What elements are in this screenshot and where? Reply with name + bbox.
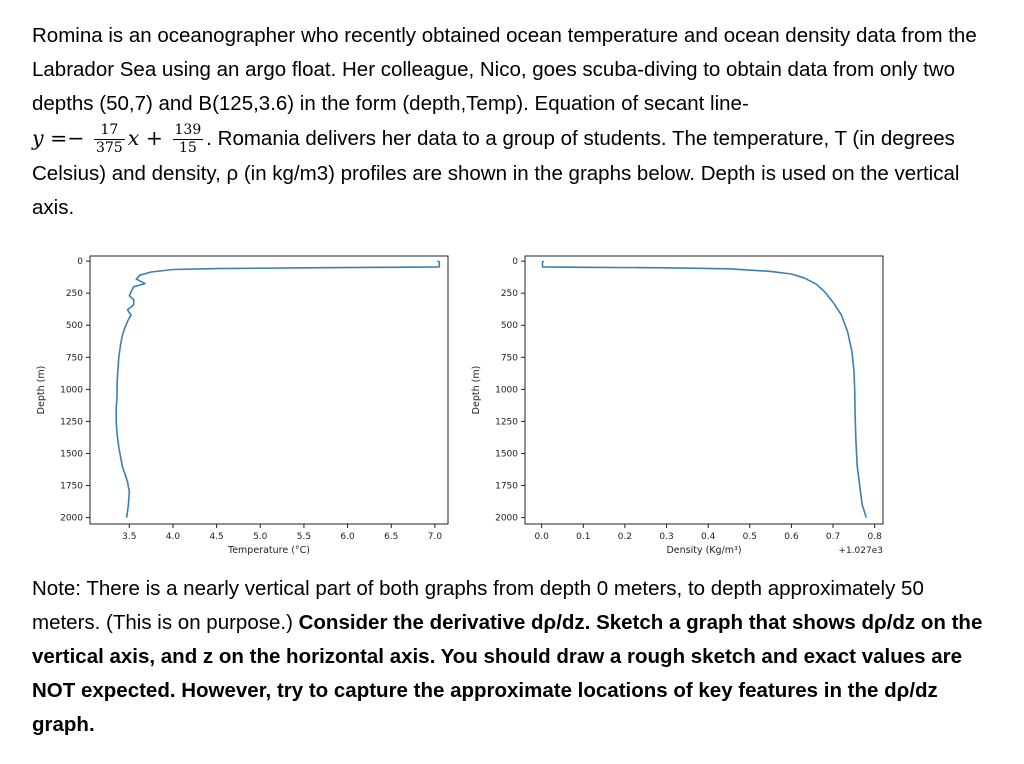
note-text: Note: There is a nearly vertical part of both graphs from depth 0 meters, to depth approximately 50 meters. (This is on purpose.) [32,577,924,634]
y-tick-label: 1750 [60,481,83,492]
x-tick-label: 0.1 [576,532,591,542]
y-tick-label: 500 [500,321,518,332]
y-tick-label: 1750 [495,481,518,492]
y-tick-label: 750 [500,353,518,364]
x-offset-label: +1.027e3 [838,546,883,556]
y-tick-label: 0 [77,257,83,268]
plot-frame [90,256,448,524]
secant-equation [32,122,206,156]
x-tick-label: 6.0 [340,532,355,542]
problem-intro [32,19,997,225]
equation-y: y =− [32,126,85,150]
x-tick-label: 0.5 [742,532,757,542]
x-tick-label: 6.5 [384,532,399,542]
equation-x: x + [127,126,163,150]
y-tick-label: 1000 [60,385,83,396]
y-tick-label: 250 [65,289,83,300]
fraction-1-numerator: 17 [94,122,125,140]
density-chart [465,248,890,563]
fraction-2-denominator: 15 [178,140,197,156]
y-tick-label: 250 [500,289,518,300]
profile-line [543,261,867,517]
profile-line [116,261,439,517]
y-tick-label: 750 [65,353,83,364]
x-tick-label: 0.3 [659,532,674,542]
x-tick-label: 4.5 [209,532,224,542]
x-tick-label: 3.5 [122,532,137,542]
y-tick-label: 0 [512,257,518,268]
temperature-chart [30,248,455,563]
x-tick-label: 0.2 [617,532,633,542]
y-tick-label: 500 [65,321,83,332]
x-axis-label: Density (Kg/m³) [666,545,742,556]
y-tick-label: 2000 [60,513,83,524]
plot-frame [525,256,883,524]
x-tick-label: 0.8 [867,532,882,542]
note-question: Consider the derivative dρ/dz. Sketch a graph that shows dρ/dz on the vertical axis, and z on the horizontal axis. You should draw a rough sketch and exact values are NOT expected. However, try to capture the approximate locations of key features in the dρ/dz graph. [32,611,983,736]
fraction-1 [94,122,125,157]
x-tick-label: 0.7 [825,532,841,542]
y-axis-label: Depth (m) [471,365,482,415]
x-tick-label: 0.0 [534,532,549,542]
x-tick-label: 0.4 [700,532,716,542]
intro-text-1: Romina is an oceanographer who recently obtained ocean temperature and ocean density data from the Labrador Sea using an argo float. Her colleague, Nico, goes scuba-diving to obtain data from only two depths (50,7) and B(125,3.6) in the form (depth,Temp). Equation of secant line- [32,24,977,115]
intro-text-2: . Romania delivers her data to a group of students. The temperature, T (in degrees Celsius) and density, ρ (in kg/m3) profiles are shown in the graphs below. Depth is used on the vertical axis. [32,127,960,219]
fraction-2-numerator: 139 [174,122,202,138]
y-tick-label: 2000 [495,513,518,524]
y-axis-label: Depth (m) [36,365,47,415]
y-tick-label: 1250 [60,417,83,428]
problem-note [32,572,997,742]
x-tick-label: 5.5 [296,532,312,542]
x-tick-label: 4.0 [165,532,181,542]
fraction-2 [173,122,204,157]
x-tick-label: 5.0 [253,532,268,542]
fraction-1-denominator: 375 [95,140,123,156]
x-tick-label: 7.0 [427,532,443,542]
y-tick-label: 1500 [495,449,518,460]
y-tick-label: 1500 [60,449,83,460]
x-axis-label: Temperature (°C) [228,545,310,556]
x-tick-label: 0.6 [784,532,799,542]
y-tick-label: 1250 [495,417,518,428]
y-tick-label: 1000 [495,385,518,396]
